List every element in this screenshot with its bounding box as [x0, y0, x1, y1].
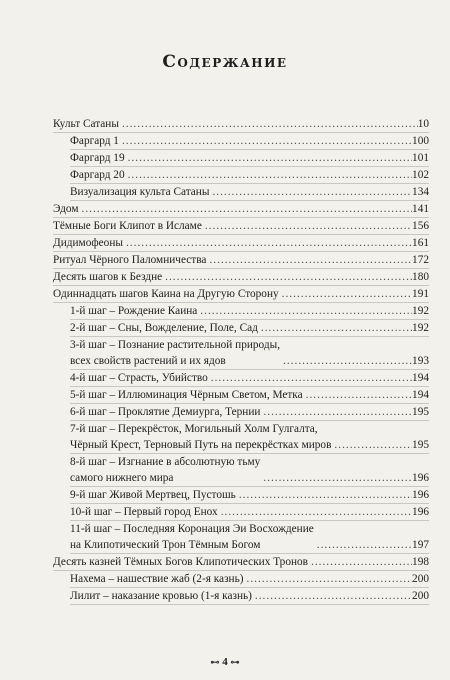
toc-entry[interactable]	[70, 571, 429, 588]
toc-entry-title	[70, 167, 125, 183]
toc-page-number: 102	[412, 169, 429, 181]
toc-entry-line: 2-й шаг – Сны, Вожделение, Поле, Сад	[70, 322, 258, 334]
table-of-contents	[53, 116, 429, 605]
toc-entry-line: 3-й шаг – Познание растительной природы,	[70, 339, 281, 351]
toc-leader-dots	[244, 571, 413, 587]
toc-page-number: 156	[412, 220, 429, 232]
toc-entry-line: Фаргард 1	[70, 135, 119, 147]
toc-entry-line: Нахема – нашествие жаб (2-я казнь)	[70, 573, 244, 585]
toc-entry-line: Ритуал Чёрного Паломничества	[53, 254, 207, 266]
toc-leader-dots	[202, 218, 412, 234]
toc-leader-dots	[279, 286, 412, 302]
toc-entry-title	[70, 404, 260, 420]
toc-entry[interactable]	[70, 337, 429, 370]
toc-entry-line: 8-й шаг – Изгнание в абсолютную тьму	[70, 456, 261, 468]
toc-entry-line: Культ Сатаны	[53, 118, 119, 130]
toc-entry-title	[70, 303, 197, 319]
ornament-right-icon: ⊶	[230, 657, 240, 667]
toc-leader-dots	[252, 588, 412, 604]
toc-entry-line: Чёрный Крест, Терновый Путь на перекрёстках миров	[70, 439, 332, 451]
toc-page-number: 194	[412, 372, 429, 384]
toc-entry-line: 9-й шаг Живой Мертвец, Пустошь	[70, 489, 236, 501]
toc-entry[interactable]	[70, 521, 429, 554]
toc-entry[interactable]	[70, 303, 429, 320]
toc-entry-line: Одиннадцать шагов Каина на Другую Сторону	[53, 288, 279, 300]
toc-entry-title	[70, 504, 218, 520]
toc-entry-title	[53, 116, 119, 132]
toc-entry-title	[53, 218, 202, 234]
toc-entry[interactable]	[70, 167, 429, 184]
toc-leader-dots	[79, 201, 413, 217]
toc-entry-line: Тёмные Боги Клипот в Исламе	[53, 220, 202, 232]
toc-page-number: 196	[412, 489, 429, 501]
toc-entry-line: 6-й шаг – Проклятие Демиурга, Тернии	[70, 406, 261, 418]
toc-entry-title	[70, 387, 303, 403]
toc-entry[interactable]	[70, 487, 429, 504]
toc-entry[interactable]	[70, 150, 429, 167]
toc-entry-line: Фаргард 19	[70, 152, 125, 164]
toc-leader-dots	[197, 303, 412, 319]
toc-page-number: 196	[412, 506, 429, 518]
toc-entry[interactable]	[70, 588, 429, 605]
toc-leader-dots	[119, 116, 418, 132]
toc-entry-title	[70, 184, 209, 200]
page-number: 4	[222, 656, 228, 668]
toc-entry-line: Эдом	[53, 203, 79, 215]
toc-entry-title	[53, 235, 123, 251]
toc-entry-line: 1-й шаг – Рождение Каина	[70, 305, 198, 317]
toc-leader-dots	[331, 437, 412, 453]
toc-entry-line: всех свойств растений и их ядов	[70, 355, 226, 367]
toc-entry[interactable]	[70, 387, 429, 404]
toc-page-number: 141	[412, 203, 429, 215]
toc-entry-title	[70, 421, 331, 453]
toc-leader-dots	[258, 320, 412, 336]
toc-page-number: 10	[417, 118, 429, 130]
toc-leader-dots	[260, 404, 412, 420]
toc-entry[interactable]	[53, 286, 429, 303]
toc-entry[interactable]	[70, 184, 429, 201]
toc-entry[interactable]	[53, 218, 429, 235]
toc-page-number: 200	[412, 573, 429, 585]
toc-leader-dots	[314, 537, 412, 553]
toc-entry-line: 5-й шаг – Иллюминация Чёрным Светом, Метка	[70, 389, 303, 401]
toc-entry[interactable]	[70, 133, 429, 150]
toc-entry-line: Дидимофеоны	[53, 237, 123, 249]
toc-leader-dots	[308, 554, 412, 570]
toc-entry[interactable]	[53, 554, 429, 571]
toc-entry-title	[53, 286, 279, 302]
toc-page-number: 192	[412, 305, 429, 317]
toc-entry-line: Десять казней Тёмных Богов Клипотических Тронов	[53, 556, 308, 568]
toc-entry[interactable]	[53, 235, 429, 252]
toc-leader-dots	[280, 353, 412, 369]
toc-page-number: 195	[412, 439, 429, 451]
toc-entry-title	[53, 269, 162, 285]
toc-entry-title	[70, 150, 125, 166]
toc-leader-dots	[206, 252, 412, 268]
toc-leader-dots	[119, 133, 412, 149]
toc-entry[interactable]	[70, 454, 429, 487]
toc-entry-line: самого нижнего мира	[70, 472, 174, 484]
toc-page-number: 200	[412, 590, 429, 602]
toc-entry-line: 4-й шаг – Страсть, Убийство	[70, 372, 208, 384]
toc-page-number: 100	[412, 135, 429, 147]
toc-entry-line: 11-й шаг – Последняя Коронация Эи Восхождение	[70, 523, 314, 535]
toc-entry-title	[70, 370, 208, 386]
page-title: Содержание	[162, 52, 288, 72]
toc-leader-dots	[125, 167, 412, 183]
toc-page-number: 101	[412, 152, 429, 164]
toc-entry-title	[70, 320, 258, 336]
toc-entry-title	[53, 554, 308, 570]
toc-leader-dots	[260, 470, 412, 486]
toc-entry-line: Десять шагов к Бездне	[53, 271, 163, 283]
toc-entry-line: Визуализация культа Сатаны	[70, 186, 210, 198]
toc-entry-line: 10-й шаг – Первый город Енох	[70, 506, 218, 518]
ornament-left-icon: ⊷	[210, 657, 220, 667]
toc-page-number: 180	[412, 271, 429, 283]
page-footer	[0, 656, 450, 668]
toc-entry[interactable]	[53, 116, 429, 133]
toc-entry-title	[70, 521, 314, 553]
toc-leader-dots	[162, 269, 412, 285]
toc-leader-dots	[123, 235, 412, 251]
toc-entry-title	[70, 588, 252, 604]
toc-entry-title	[70, 337, 280, 369]
toc-page-number: 134	[412, 186, 429, 198]
toc-entry-line: на Клипотический Трон Тёмным Богом	[70, 539, 261, 551]
toc-leader-dots	[209, 184, 412, 200]
toc-leader-dots	[208, 370, 412, 386]
toc-entry-title	[70, 133, 119, 149]
toc-page-number: 195	[412, 406, 429, 418]
toc-leader-dots	[218, 504, 412, 520]
toc-leader-dots	[303, 387, 412, 403]
toc-page-number: 192	[412, 322, 429, 334]
toc-entry[interactable]	[70, 320, 429, 337]
toc-page-number: 193	[412, 355, 429, 367]
toc-entry[interactable]	[53, 201, 429, 218]
toc-entry[interactable]	[70, 421, 429, 454]
toc-entry-title	[70, 454, 260, 486]
toc-page-number: 194	[412, 389, 429, 401]
toc-page-number: 191	[412, 288, 429, 300]
toc-page-number: 161	[412, 237, 429, 249]
toc-entry-title	[70, 487, 236, 503]
toc-entry[interactable]	[53, 269, 429, 286]
toc-entry[interactable]	[53, 252, 429, 269]
toc-page-number: 196	[412, 472, 429, 484]
toc-leader-dots	[125, 150, 412, 166]
toc-entry-line: Фаргард 20	[70, 169, 125, 181]
toc-entry[interactable]	[70, 370, 429, 387]
toc-entry-title	[53, 252, 206, 268]
toc-entry[interactable]	[70, 404, 429, 421]
toc-entry-title	[70, 571, 244, 587]
toc-entry-title	[53, 201, 79, 217]
toc-entry-line: Лилит – наказание кровью (1-я казнь)	[70, 590, 252, 602]
toc-entry[interactable]	[70, 504, 429, 521]
toc-leader-dots	[236, 487, 412, 503]
toc-entry-line: 7-й шаг – Перекрёсток, Могильный Холм Гулгалта,	[70, 423, 318, 435]
toc-page-number: 172	[412, 254, 429, 266]
toc-page-number: 197	[412, 539, 429, 551]
toc-page-number: 198	[412, 556, 429, 568]
